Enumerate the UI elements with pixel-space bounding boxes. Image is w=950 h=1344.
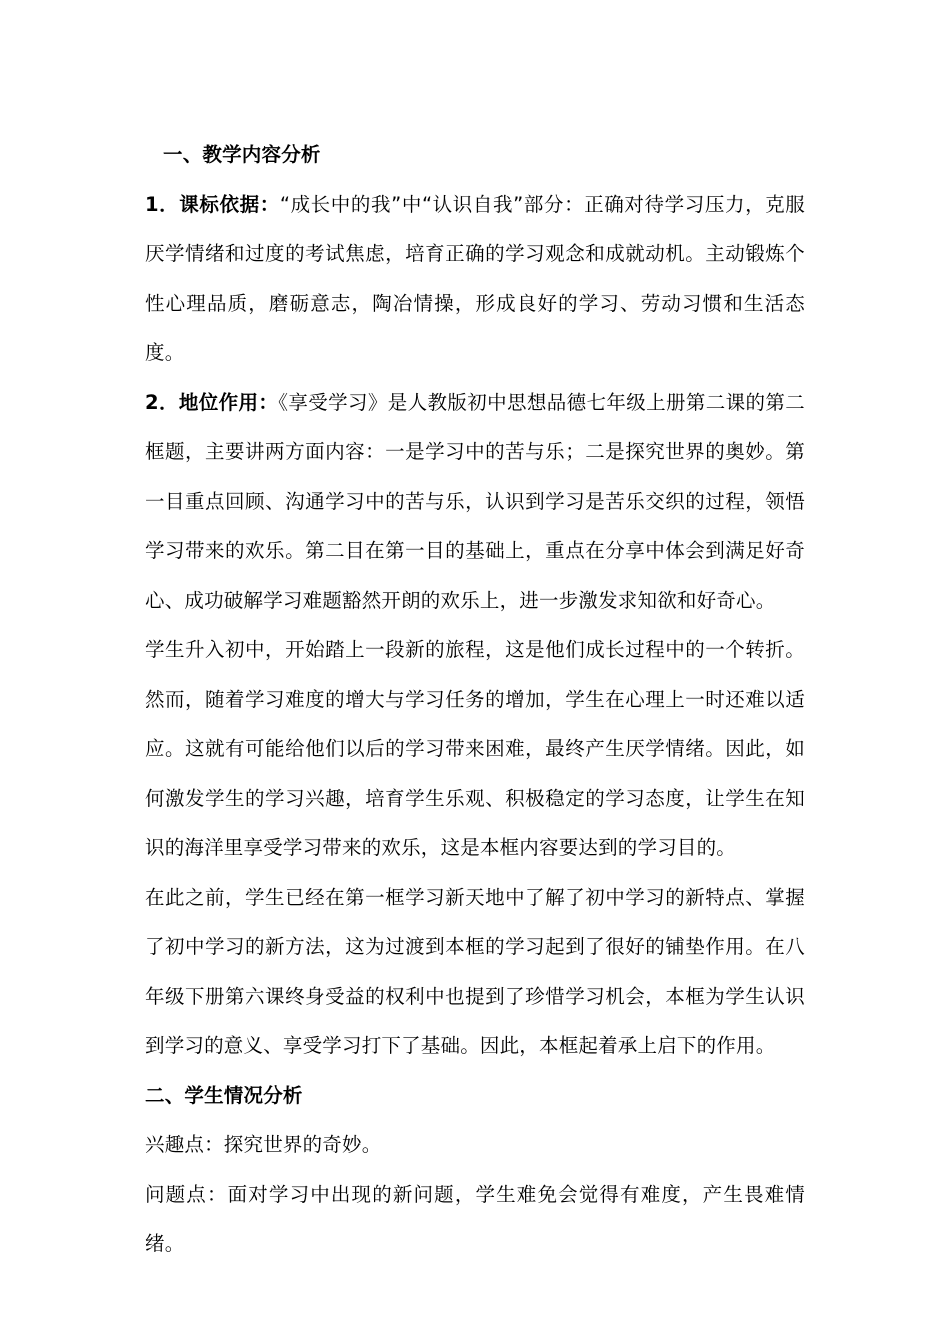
- paragraph-role-position: [145, 378, 805, 626]
- paragraph-student-transition: 学生升入初中，开始踏上一段新的旅程，这是他们成长过程中的一个转折。然而，随着学习难度的增大与学习任务的增加，学生在心理上一时还难以适应。这就有可能给他们以后的学习带来困难，最终产生厌学情绪。因此，如何激发学生的学习兴趣，培育学生乐观、积极稳定的学习态度，让学生在知识的海洋里享受学习带来的欢乐，这是本框内容要达到的学习目的。: [145, 638, 805, 859]
- paragraph-problem-point: 问题点：面对学习中出现的新问题，学生难免会觉得有难度，产生畏难情绪。: [145, 1182, 805, 1255]
- label-role-position: 2．地位作用：: [145, 390, 279, 414]
- paragraph-prior-learning: 在此之前，学生已经在第一框学习新天地中了解了初中学习的新特点、掌握了初中学习的新方法，这为过渡到本框的学习起到了很好的铺垫作用。在八年级下册第六课终身受益的权利中也提到了珍惜学习机会，本框为学生认识到学习的意义、享受学习打下了基础。因此，本框起着承上启下的作用。: [145, 885, 805, 1057]
- paragraph-interest-point: 兴趣点：探究世界的奇妙。: [145, 1133, 382, 1156]
- section-heading-student-analysis: 二、学生情况分析: [145, 1083, 303, 1107]
- label-curriculum-basis: 1．课标依据：: [145, 192, 280, 216]
- section-heading-teaching-content: 一、教学内容分析: [163, 143, 321, 166]
- paragraph-curriculum-basis: [145, 180, 805, 378]
- document-body: [145, 130, 805, 1269]
- text-curriculum-basis: “成长中的我”中“认识自我”部分：正确对待学习压力，克服厌学情绪和过度的考试焦虑，培育正确的学习观念和成就动机。主动锻炼个性心理品质，磨砺意志，陶冶情操，形成良好的学习、劳动习惯和生活态度。: [145, 192, 805, 364]
- text-role-position: 《享受学习》是人教版初中思想品德七年级上册第二课的第二框题，主要讲两方面内容：一是学习中的苦与乐；二是探究世界的奥妙。第一目重点回顾、沟通学习中的苦与乐，认识到学习是苦乐交织的过程，领悟学习带来的欢乐。第二目在第一目的基础上，重点在分享中体会到满足好奇心、成功破解学习难题豁然开朗的欢乐上，进一步激发求知欲和好奇心。: [145, 390, 805, 612]
